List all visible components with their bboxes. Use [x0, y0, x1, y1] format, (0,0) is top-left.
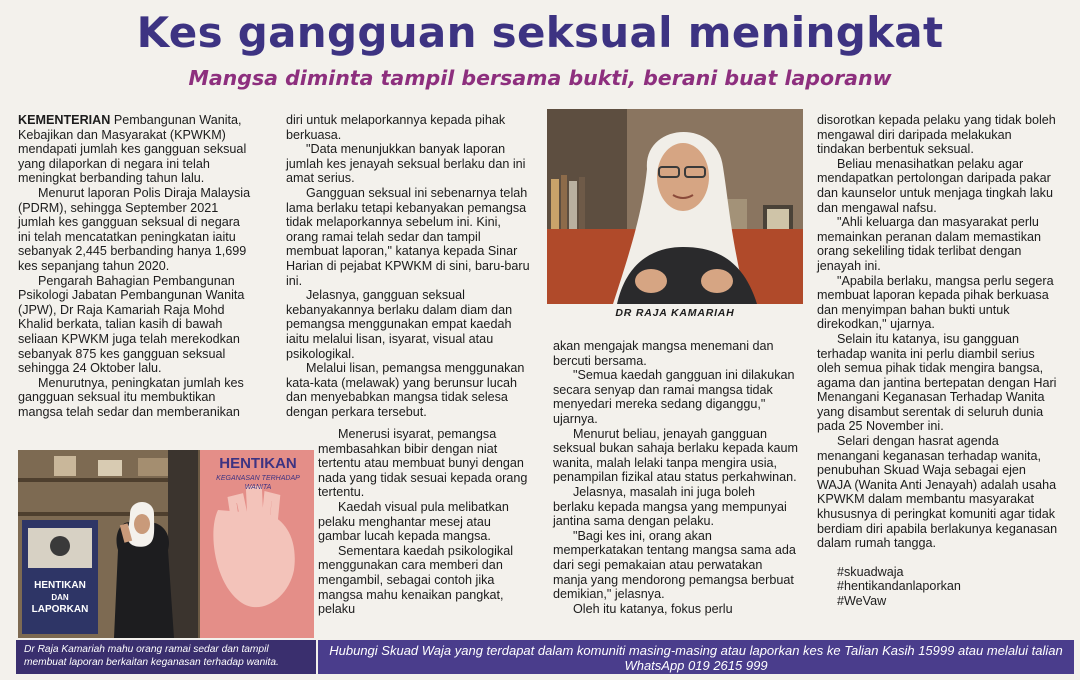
hashtags: [817, 565, 1061, 609]
article-column-3: [553, 339, 799, 616]
article-paragraph: Beliau menasihatkan pelaku agar mendapatkan pertolongan daripada pakar dan kaunselor untuk menjaga tingkah laku dan mengawal nafsu.: [817, 156, 1053, 215]
svg-text:HENTIKAN: HENTIKAN: [34, 580, 86, 591]
article-paragraph: Menerusi isyarat, pemangsa membasahkan bibir dengan niat tertentu atau membuat bunyi dengan nada yang tidak sesuai kepada orang tertentu.: [318, 427, 528, 500]
photo-caption-bottom: Dr Raja Kamariah mahu orang ramai sedar dan tampil membuat laporan berkaitan keganasan terhadap wanita.: [16, 640, 316, 674]
svg-text:KEGANASAN TERHADAP: KEGANASAN TERHADAP: [216, 475, 300, 482]
article-paragraph: [18, 113, 256, 186]
subheadline: Mangsa diminta tampil bersama bukti, berani buat laporanw: [188, 66, 892, 90]
photo-caption: DR RAJA KAMARIAH: [615, 307, 735, 319]
article-paragraph: diri untuk melaporkannya kepada pihak berkuasa.: [286, 113, 506, 142]
hashtag: #hentikandanlaporkan: [837, 579, 961, 594]
article-paragraph: Selari dengan hasrat agenda menangani keganasan terhadap wanita, penubuhan Skuad Waja sebagai ejen WAJA (Wanita Anti Jenayah) adalah usaha KPWKM dalam membantu masyarakat khususnya di peringkat komuniti agar tidak berdiam diri apabila berlakunya keganasan dalam rumah tangga.: [817, 434, 1058, 551]
article-paragraph: Jelasnya, masalah ini juga boleh berlaku kepada mangsa yang mempunyai jantina sama dengan pelaku.: [553, 484, 787, 529]
article-paragraph: Melalui lisan, pemangsa menggunakan kata-kata (melawak) yang berunsur lucah dan menyebabkan mangsa tidak selesa dengan perkara tersebut.: [286, 361, 525, 419]
article-paragraph: Menurutnya, peningkatan jumlah kes gangguan seksual itu membuktikan mangsa telah sedar dan memberanikan: [18, 375, 244, 419]
article-paragraph: Menurut beliau, jenayah gangguan seksual bukan sahaja berlaku kepada kaum wanita, malah lelaki tanpa mengira usia, penampilan fizikal atau status perkahwinan.: [553, 426, 799, 485]
article-paragraph: Pengarah Bahagian Pembangunan Psikologi Jabatan Pembangunan Wanita (JPW), Dr Raja Kamariah Raja Mohd Khalid berkata, talian kasih di bawah seliaan KPWKM juga telah merekodkan sebanyak 875 kes gangguan seksual sehingga 24 Oktober lalu.: [18, 273, 245, 376]
article-column-4: [817, 113, 1061, 609]
article-paragraph: akan mengajak mangsa menemani dan bercuti bersama.: [553, 339, 774, 368]
hashtag: #skuadwaja: [837, 564, 904, 579]
article-paragraph: "Semua kaedah gangguan ini dilakukan secara senyap dan ramai mangsa tidak menyedari mereka sedang diganggu," ujarnya.: [553, 368, 795, 426]
svg-text:LAPORKAN: LAPORKAN: [31, 604, 89, 615]
article-paragraph: Gangguan seksual ini sebenarnya telah lama berlaku tetapi kebanyakan pemangsa tidak melaporkannya sebelum ini. Kini, orang ramai telah sedar dan tampil membuat laporan," katanya kepada Sinar Harian di pejabat KPWKM di sini, baru-baru ini.: [286, 185, 530, 288]
article-paragraph: "Bagi kes ini, orang akan memperkatakan tentang mangsa sama ada dari segi pemakaian atau perwatakan manja yang mendorong pemangsa berbuat demikian," jelasnya.: [553, 528, 796, 602]
photo-minister-posters-illustration: [18, 450, 314, 638]
article-paragraph: "Data menunjukkan banyak laporan jumlah kes jenayah seksual berlaku dan ini amat serius.: [286, 142, 526, 186]
article-paragraph: "Apabila berlaku, mangsa perlu segera membuat laporan kepada pihak berkuasa dan menyimpan bahan bukti untuk direkodkan," ujarnya.: [817, 273, 1054, 332]
headline: Kes gangguan seksual meningkat: [136, 8, 944, 57]
hashtag: #WeVaw: [837, 594, 887, 608]
article-paragraph: Menurut laporan Polis Diraja Malaysia (PDRM), sehingga September 2021 jumlah kes gangguan seksual di negara ini telah mencatatkan peningkatan iaitu sebanyak 2,445 berbanding hanya 1,699 kes sepanjang tahun 2020.: [18, 185, 251, 273]
article-paragraph: Selain itu katanya, isu gangguan terhadap wanita ini perlu diambil serius oleh semua pihak tidak mengira bangsa, agama dan jantina bertepatan dengan Hari Menangani Keganasan Terhadap Wanita yang disambut serentak di seluruh dunia pada 25 November ini.: [817, 331, 1057, 434]
svg-text:WANITA: WANITA: [244, 484, 272, 491]
photo-dr-raja-kamariah: [547, 109, 803, 304]
article-paragraph: Kaedah visual pula melibatkan pelaku menghantar mesej atau gambar lucah kepada mangsa.: [318, 499, 509, 544]
article-paragraph: "Ahli keluarga dan masyarakat perlu memainkan peranan dalam memastikan orang sekeliling tidak terlibat dengan jenayah ini.: [817, 215, 1042, 273]
contact-banner: Hubungi Skuad Waja yang terdapat dalam komuniti masing-masing atau laporkan kes ke Talian Kasih 15999 atau melalui talian WhatsApp 019 2615 999: [318, 640, 1074, 674]
article-paragraph: Sementara kaedah psikologikal menggunakan cara memberi dan mengambil, sebagai contoh jika mangsa mahu kenaikan pangkat, pelaku: [318, 543, 514, 617]
article-column-1: [18, 113, 256, 419]
svg-text:DAN: DAN: [51, 593, 69, 602]
photo-minister-posters: [18, 450, 314, 638]
svg-text:HENTIKAN: HENTIKAN: [219, 455, 297, 472]
lead-text: Pembangunan Wanita, Kebajikan dan Masyarakat (KPWKM) mendapati jumlah kes gangguan seksual yang dilaporkan di negara ini telah meningkat berbanding tahun lalu.: [18, 113, 247, 186]
article-column-2-lower: [318, 427, 536, 617]
article-column-2: [286, 113, 536, 419]
article-paragraph: Jelasnya, gangguan seksual kebanyakannya berlaku dalam diam dan pemangsa menggunakan empat kaedah iaitu melalui lisan, isyarat, visual atau psikologikal.: [286, 288, 513, 361]
article-paragraph: disorotkan kepada pelaku yang tidak boleh mengawal diri daripada melakukan tindakan berbentuk seksual.: [817, 113, 1056, 157]
lead-word: KEMENTERIAN: [18, 113, 111, 127]
portrait-illustration: [547, 109, 803, 304]
article-paragraph: Oleh itu katanya, fokus perlu: [573, 601, 733, 616]
